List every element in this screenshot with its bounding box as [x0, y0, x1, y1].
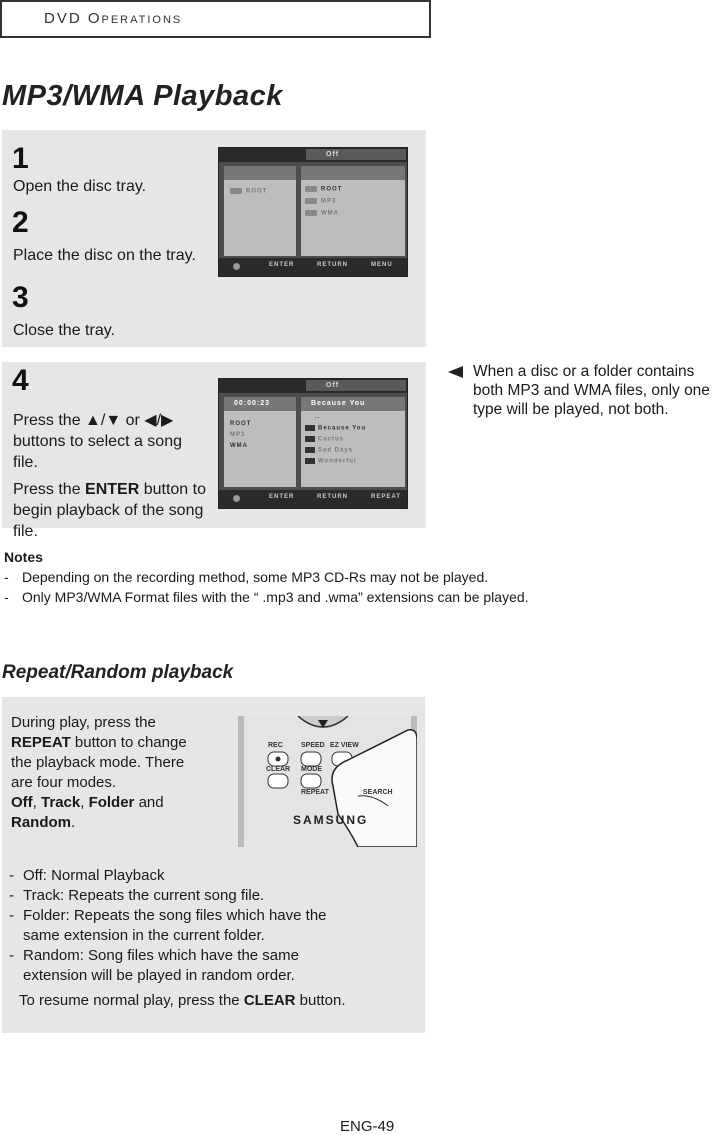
screen-1-right-pane [301, 166, 405, 256]
screen-2-right-item: Sad Days [305, 447, 353, 454]
mode-item: - Off: Normal Playback [9, 867, 165, 884]
remote-label: REPEAT [301, 789, 329, 796]
step-3-text: Close the tray. [13, 322, 115, 339]
brand-logo: SAMSUNG [293, 813, 369, 827]
repeat-label: REPEAT [371, 494, 401, 500]
arrow-icon [448, 366, 463, 378]
section-subtitle: Repeat/Random playback [2, 662, 234, 683]
screen-2-status: Off [326, 382, 340, 389]
remote-label: SEARCH [363, 789, 393, 796]
screen-2-right-item: Cactus [305, 436, 344, 443]
mp3-icon [305, 458, 315, 464]
repeat-intro: During play, press the REPEAT button to change the playback mode. There are four modes. Off, Track, Folder and Random. [11, 714, 187, 831]
screen-1-right-item: MP3 [305, 198, 336, 205]
side-note-text: When a disc or a folder contains both MP3 and WMA files, only one type will be played, not both. [473, 363, 710, 418]
menu-label: MENU [371, 262, 393, 268]
screen-1-status: Off [326, 151, 340, 158]
screen-2-topbar [219, 379, 407, 393]
step-1-number: 1 [12, 142, 29, 175]
screen-2-left-item: ROOT [230, 421, 252, 427]
screen-2-time: 00:00:23 [234, 400, 271, 407]
folder-icon [305, 198, 317, 204]
nav-icon [233, 263, 240, 270]
step-4-number: 4 [12, 364, 29, 397]
page-number: ENG-49 [340, 1118, 395, 1135]
remote-label: EZ VIEW [330, 742, 359, 749]
return-label: RETURN [317, 494, 348, 500]
notes-title: Notes [4, 549, 43, 565]
screen-1-topbar [219, 148, 407, 162]
screen-1-right-item: WMA [305, 210, 339, 217]
mp3-icon [305, 425, 315, 431]
screen-2-right-pane [301, 397, 405, 487]
screen-1-right-item: ROOT [305, 186, 342, 193]
step-2-number: 2 [12, 206, 29, 239]
remote-drawing [238, 716, 417, 847]
screen-2-right-item: .. [315, 414, 321, 420]
enter-label: ENTER [269, 262, 295, 268]
screen-illustration-1 [218, 147, 408, 277]
screen-2-now-playing: Because You [311, 400, 366, 407]
remote-illustration [238, 716, 417, 847]
remote-label: REC [268, 742, 283, 749]
page-title: MP3/WMA Playback [2, 80, 283, 112]
folder-icon [230, 188, 242, 194]
mode-item: - Folder: Repeats the song files which have the same extension in the current folder. [9, 907, 327, 944]
step-4-text: Press the ▲/▼ or ◀/▶ buttons to select a song file. Press the ENTER button to begin playback of the song file. [13, 412, 206, 540]
mode-item: - Track: Repeats the current song file. [9, 887, 265, 904]
screen-2-right-item: Wonderful [305, 458, 357, 465]
step-3-number: 3 [12, 281, 29, 314]
enter-label: ENTER [269, 494, 295, 500]
nav-icon [233, 495, 240, 502]
folder-icon [305, 186, 317, 192]
screen-2-left-item: MP3 [230, 432, 246, 438]
folder-icon [305, 210, 317, 216]
mode-item: - Random: Song files which have the same extension will be played in random order. [9, 947, 299, 984]
step-2-text: Place the disc on the tray. [13, 247, 196, 264]
section-header [0, 0, 431, 38]
mp3-icon [305, 436, 315, 442]
screen-illustration-2 [218, 378, 408, 509]
return-label: RETURN [317, 262, 348, 268]
screen-2-left-item: WMA [230, 443, 248, 449]
step-1-text: Open the disc tray. [13, 178, 147, 195]
remote-label: CLEAR [266, 766, 291, 773]
section-header-text: DVD Operations [44, 10, 183, 27]
screen-2-controls [219, 490, 407, 508]
resume-instruction: To resume normal play, press the CLEAR button. [19, 992, 346, 1009]
mode-list [9, 866, 349, 986]
mp3-icon [305, 447, 315, 453]
screen-1-left-item: ROOT [230, 188, 267, 195]
screen-2-right-item: Because You [305, 425, 366, 432]
screen-1-left-pane [224, 166, 296, 256]
remote-label: MODE [301, 766, 322, 773]
screen-1-controls [219, 258, 407, 276]
screen-2-left-pane [224, 397, 296, 487]
remote-label: SPEED [301, 742, 325, 749]
